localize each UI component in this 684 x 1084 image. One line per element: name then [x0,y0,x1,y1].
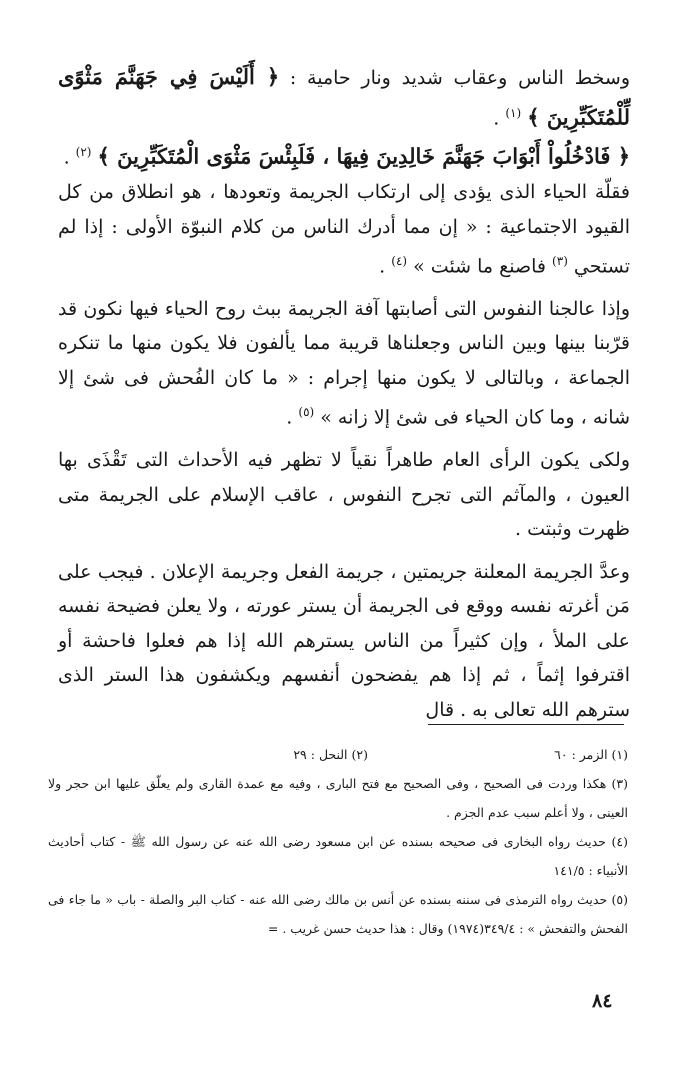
footnote-ref: (٢) [75,145,92,160]
punctuation: . [493,106,506,129]
footnotes [48,740,628,943]
paragraph-text: وسخط الناس وعقاب شديد ونار حامية : [279,67,631,89]
paragraph-2 [58,135,630,175]
footnote-3: (٣) هكذا وردت فى الصحيح ، وفى الصحيح مع فتح البارى ، وفيه مع عمدة القارى ولم يعلّق عليها ابن حجر ولا العينى ، ولا أعلم سبب عدم الجزم . [48,776,628,820]
punctuation: . [379,255,392,278]
footnote-4: (٤) حديث رواه البخارى فى صحيحه بسنده عن ابن مسعود رضى الله عنه عن رسول الله ﷺ - كتاب أحاديث الأنبياء : ١٤١/٥ [48,834,628,878]
paragraph-6: وعدَّ الجريمة المعلنة جريمتين ، جريمة الفعل وجريمة الإعلان . فيجب على مَن أغرته نفسه ووقع فى الجريمة أن يستر عورته ، ولا يعلن فضيحة نفسه على الملأ ، وإن كثيراً من الناس يسترهم الله إذا هم فعلوا فاحشة أو اقترفوا إثماً ، ثم إذا هم يفضحون أنفسهم ويكشفون هذا الستر الذى سترهم الله تعالى به . قال [58,560,630,721]
footnote-ref: (١) [505,105,522,120]
punctuation: . [63,146,76,169]
paragraph-5: ولكى يكون الرأى العام طاهراً نقياً لا تظهر فيه الأحداث التى تَقْذَى بها العيون ، والمآثم التى تجرح النفوس ، عاقب الإسلام على الجريمة متى ظهرت وثبتت . [58,449,630,541]
footnote-ref: (٤) [391,254,408,269]
footnote-ref: (٥) [298,405,315,420]
quran-verse: ﴿ أَلَيْسَ فِي جَهَنَّمَ مَثْوًى لِّلْمُتَكَبِّرِينَ ﴾ [58,64,630,129]
paragraph-1 [58,60,630,135]
paragraph-text: فقلّة الحياء الذى يؤدى إلى ارتكاب الجريمة وتعودها ، هو انطلاق من كل القيود الاجتماعية : « إن مما أدرك الناس من كلام النبوّة الأولى : إذا لم تستحي [58,181,630,278]
footnote-row-1-2 [48,740,628,769]
punctuation: . [286,406,299,429]
main-text [58,60,630,727]
paragraph-3 [58,175,630,284]
page-number: ٨٤ [592,990,613,1012]
footnote-5: (٥) حديث رواه الترمذى فى سننه بسنده عن أنس بن مالك رضى الله عنه - كتاب البر والصلة - باب « ما جاء فى الفحش والتفحش » : ٣٤٩/٤(١٩٧٤) وقال : هذا حديث حسن غريب . = [48,892,628,936]
footnote-2: (٢) النحل : ٢٩ [293,747,368,762]
footnote-divider [428,724,624,725]
paragraph-text: فاصنع ما شئت » [413,255,553,278]
footnote-ref: (٣) [552,254,568,269]
paragraph-4 [58,292,630,435]
footnote-1: (١) الزمر : ٦٠ [554,747,628,762]
quran-verse: ﴿ فَادْخُلُواْ أَبْوَابَ جَهَنَّمَ خَالِدِينَ فِيهَا ، فَلَبِئْسَ مَثْوَى الْمُتَكَبِّرِينَ ﴾ [97,143,630,169]
paragraph-text: وإذا عالجنا النفوس التى أصابتها آفة الجريمة ببث روح الحياء فيها نكون قد قرّبنا بينها وبين الناس وجعلناها قريبة مما يألفون فلا يكون منها ما تنكره الجماعة ، وبالتالى لا يكون منها إجرام : « ما كان الفُحش فى شئ إلا شانه ، وما كان الحياء فى شئ إلا زانه » [58,297,630,429]
